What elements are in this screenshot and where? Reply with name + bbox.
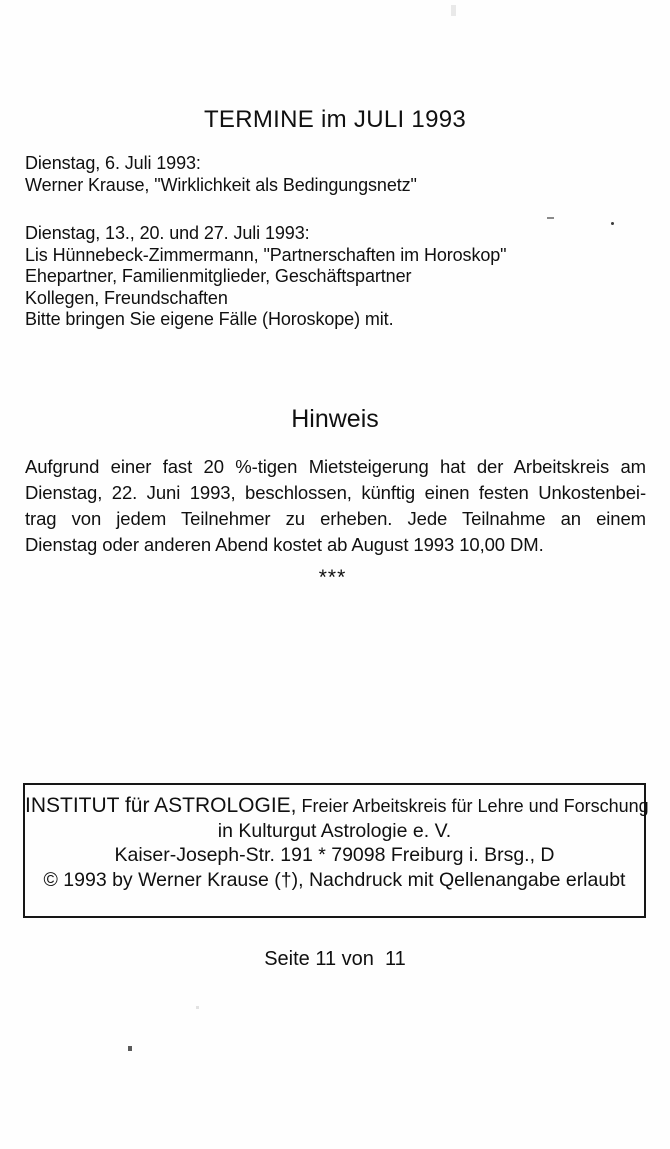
institute-name: INSTITUT für ASTROLOGIE, xyxy=(25,794,297,817)
event-1-date-line: Dienstag, 6. Juli 1993: xyxy=(25,153,201,173)
scan-speck xyxy=(547,217,554,219)
notice-line-2: Dienstag, 22. Juni 1993, beschlossen, künftig einen festen Unkostenbei- xyxy=(25,482,646,503)
event-1-topic-line: Werner Krause, "Wirklichkeit als Bedingungsnetz" xyxy=(25,174,417,195)
event-block-1 xyxy=(25,153,650,196)
scan-speck xyxy=(128,1046,132,1051)
imprint-org-line: in Kulturgut Astrologie e. V. xyxy=(217,819,452,842)
institute-name-suffix: Freier Arbeitskreis für Lehre und Forschung xyxy=(296,796,649,816)
notice-line-1: Aufgrund einer fast 20 %-tigen Mietsteigerung hat der Arbeitskreis am xyxy=(25,456,646,477)
document-title: TERMINE im JULI 1993 xyxy=(203,106,467,133)
page-number: Seite 11 von 11 xyxy=(264,948,406,970)
event-2-topic-line: Lis Hünnebeck-Zimmermann, "Partnerschaften im Horoskop" xyxy=(25,244,507,265)
notice-heading: Hinweis xyxy=(291,405,379,433)
event-2-detail-line-2: Kollegen, Freundschaften xyxy=(25,287,228,308)
notice-line-3: trag von jedem Teilnehmer zu erheben. Jede Teilnahme an einem xyxy=(25,508,646,529)
imprint-box xyxy=(23,783,649,918)
scan-speck xyxy=(451,5,456,16)
scan-speck xyxy=(611,222,614,225)
imprint-name-line xyxy=(25,794,649,819)
scan-speck xyxy=(196,1006,199,1009)
event-2-detail-line-1: Ehepartner, Familienmitglieder, Geschäftspartner xyxy=(25,266,412,286)
imprint-address-line: Kaiser-Joseph-Str. 191 * 79098 Freiburg i. Brsg., D xyxy=(114,844,555,866)
event-2-date-line: Dienstag, 13., 20. und 27. Juli 1993: xyxy=(25,223,310,243)
notice-paragraph xyxy=(25,454,646,558)
asterisk-separator: *** xyxy=(318,566,347,589)
imprint-copyright-line: © 1993 by Werner Krause (†), Nachdruck mit Qellenangabe erlaubt xyxy=(43,868,626,891)
event-block-2 xyxy=(25,223,650,331)
event-2-note-line: Bitte bringen Sie eigene Fälle (Horoskope) mit. xyxy=(25,309,394,329)
notice-line-4: Dienstag oder anderen Abend kostet ab August 1993 10,00 DM. xyxy=(25,534,544,555)
